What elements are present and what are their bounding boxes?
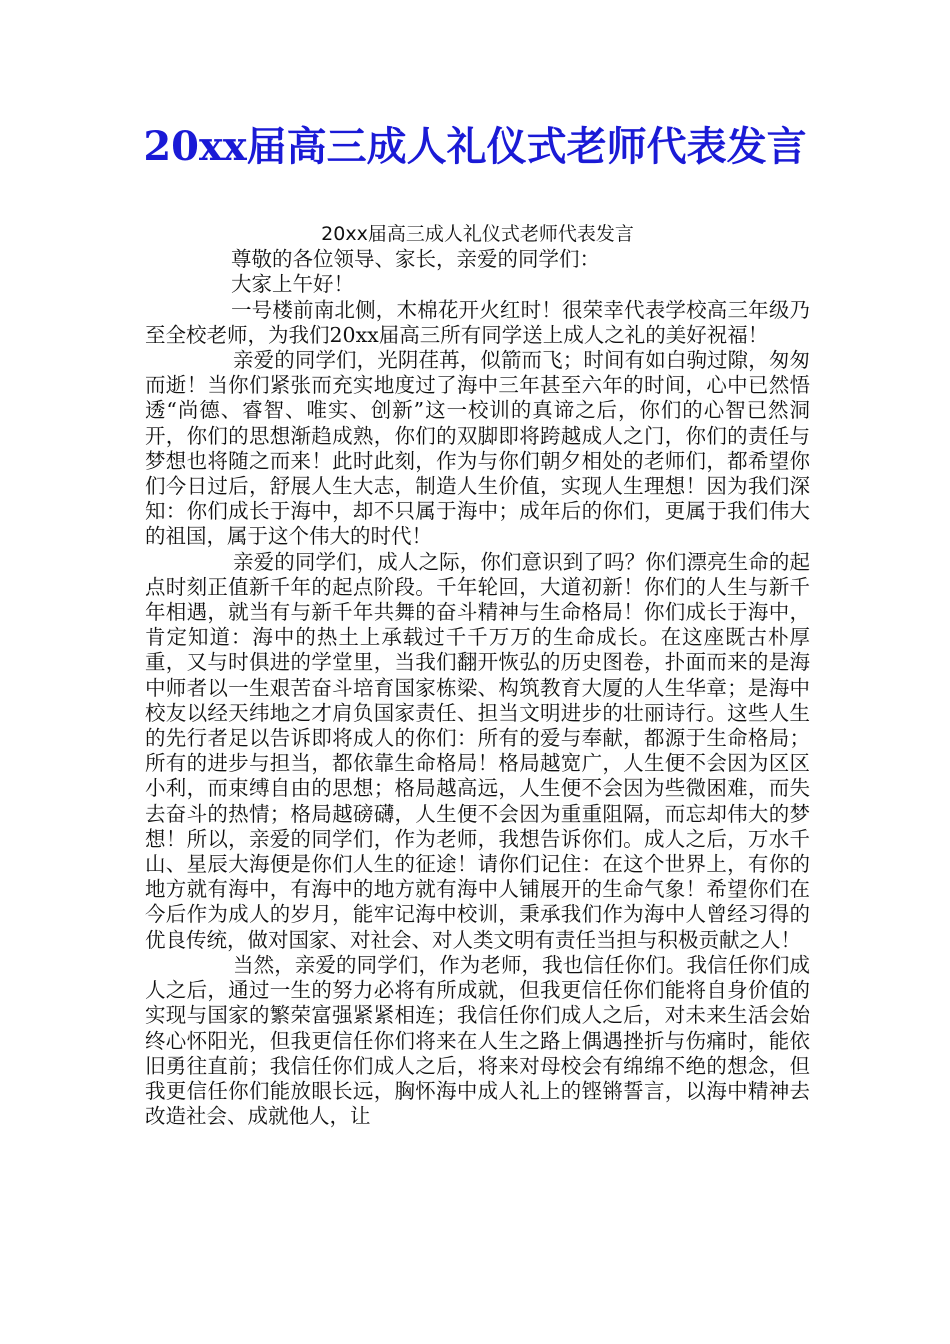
paragraph-vision: 亲爱的同学们，成人之际，你们意识到了吗？你们漂亮生命的起点时刻正值新千年的起点阶段。千年轮回，大道初新！你们的人生与新千年相遇，就当有与新千年共舞的奋斗精神与生命格局！你们成长于海中，肯定知道：海中的热土上承载过千千万万的生命成长。在这座既古朴厚重，又与时俱进的学堂里，当我们翻开恢弘的历史图卷，扑面而来的是海中师者以一生艰苦奋斗培育国家栋梁、构筑教育大厦的人生华章；是海中校友以经天纬地之才肩负国家责任、担当文明进步的壮丽诗行。这些人生的先行者足以告诉即将成人的你们：所有的爱与奉献，都源于生命格局；所有的进步与担当，都依靠生命格局！格局越宽广，人生便不会因为区区小利，而束缚自由的思想；格局越高远，人生便不会因为些微困难，而失去奋斗的热情；格局越磅礴，人生便不会因为重重阻隔，而忘却伟大的梦想！所以，亲爱的同学们，作为老师，我想告诉你们。成人之后，万水千山、星辰大海便是你们人生的征途！请你们记住：在这个世界上，有你的地方就有海中，有海中的地方就有海中人铺展开的生命气象！希望你们在今后作为成人的岁月，能牢记海中校训，秉承我们作为海中人曾经习得的优良传统，做对国家、对社会、对人类文明有责任当担与积极贡献之人！: [145, 549, 810, 952]
document-subtitle: 20xx届高三成人礼仪式老师代表发言: [321, 223, 634, 245]
greeting-line: 大家上午好！: [231, 272, 354, 297]
salutation-line: 尊敬的各位领导、家长，亲爱的同学们：: [231, 247, 600, 272]
document-title: 20xx届高三成人礼仪式老师代表发言: [143, 123, 807, 170]
paragraph-trust: 当然，亲爱的同学们，作为老师，我也信任你们。我信任你们成人之后，通过一生的努力必将有所成就，但我更信任你们能将自身价值的实现与国家的繁荣富强紧紧相连；我信任你们成人之后，对未来生活会始终心怀阳光，但我更信任你们将来在人生之路上偶遇挫折与伤痛时，能依旧勇往直前；我信任你们成人之后，将来对母校会有绵绵不绝的想念，但我更信任你们能放眼长远，胸怀海中成人礼上的铿锵誓言，以海中精神去改造社会、成就他人，让: [145, 952, 810, 1129]
document-body: [145, 222, 810, 1129]
paragraph-opening: 一号楼前南北侧，木棉花开火红时！很荣幸代表学校高三年级乃至全校老师，为我们20xx届高三所有同学送上成人之礼的美好祝福！: [145, 297, 810, 347]
paragraph-growth: 亲爱的同学们，光阴荏苒，似箭而飞；时间有如白驹过隙，匆匆而逝！当你们紧张而充实地度过了海中三年甚至六年的时间，心中已然悟透“尚德、睿智、唯实、创新”这一校训的真谛之后，你们的心智已然洞开，你们的思想渐趋成熟，你们的双脚即将跨越成人之门，你们的责任与梦想也将随之而来！此时此刻，作为与你们朝夕相处的老师们，都希望你们今日过后，舒展人生大志，制造人生价值，实现人生理想！因为我们深知：你们成长于海中，却不只属于海中；成年后的你们，更属于我们伟大的祖国，属于这个伟大的时代！: [145, 348, 810, 549]
